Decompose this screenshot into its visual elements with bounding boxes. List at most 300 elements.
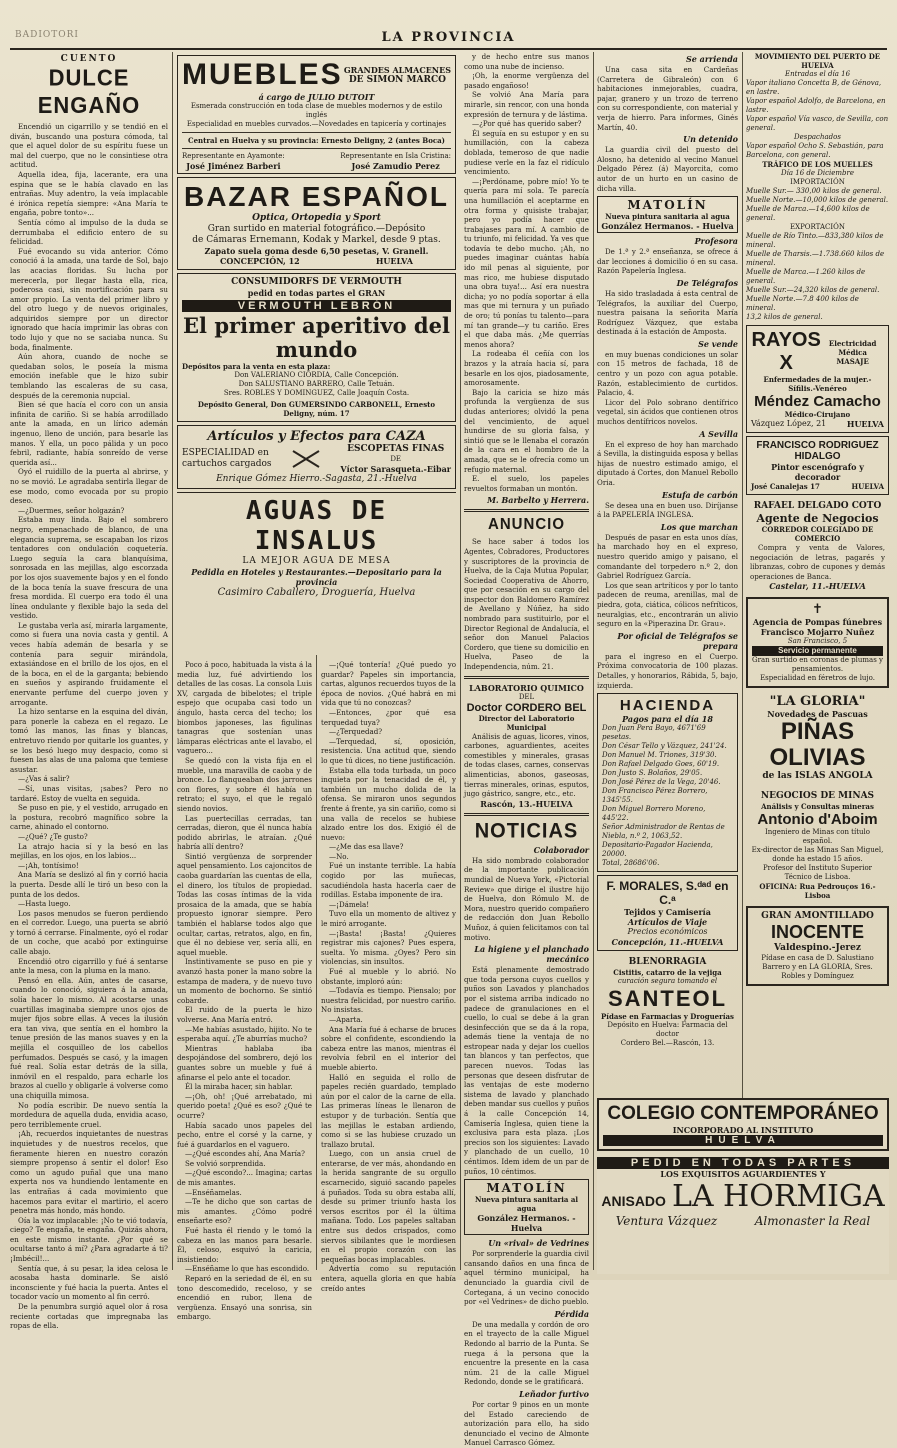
story-body-cont	[464, 52, 589, 493]
ad-vermouth-dep-title: Depósitos para la venta en esta plaza:	[182, 362, 331, 371]
paragraph: Se volvió Ana María para mirarle, sin rencor, con una honda expresión de ternura y de lástima.	[464, 90, 589, 119]
ad-caza-right: ESCOPETAS FINAS	[347, 444, 445, 454]
paragraph: —Te he dicho que son cartas de mis amantes. ¿Cómo podré enseñarte eso?	[177, 1197, 312, 1226]
list-line: Muelle Norte.—7.8 400 kilos de mineral.	[746, 295, 859, 312]
paragraph: Oía la voz implacable: ¡No te vió todavía, ciego? Te engaña, te engaña. Quizás ahora, en este mismo instante. ¿Por qué se ocultarse tanto á mí? ¿Para agradarte á ti? ¡Imbécil!...	[10, 1215, 168, 1264]
ad-coto-line: Agente de Negocios	[756, 512, 879, 525]
ad-hormiga-line: LOS EXQUISITOS AGUARDIENTES Y	[660, 1169, 826, 1179]
item-text: en muy buenas condiciones un solar con 15 metros de fachada, 18 de centro y un pozo con agua potable. Razón, establecimiento de curtidos. Palacio, 4.	[597, 349, 738, 398]
bottom-ads	[597, 1098, 889, 1274]
ad-muebles-owner: DE SIMON MARCO	[348, 74, 446, 85]
paragraph: Sentía que, á su pesar, la idea celosa le acosaba hasta dominarle. Se aisló inconsciente y fué hacia la puerta. Antes el tocador vacío un momento al fin cerró.	[10, 1263, 168, 1302]
ad-rodriguez-name: FRANCISCO RODRIGUEZ HIDALGO	[756, 440, 879, 462]
ad-minas-text: Profesor del Instituto Superior Técnico de Lisboa.	[762, 864, 873, 882]
ad-vermouth-dep: Sres. ROBLES Y DOMINGUEZ, Calle Joaquín Costa.	[223, 389, 410, 397]
paragraph: De la penumbra surgió aquel olor á rosa reciente cortadas que impregnaba las ropas de ella.	[10, 1302, 168, 1331]
paragraph: Reparó en la seriedad de él, en su tono descomedido, receloso, y se encendió en rubor, llena de vergüenza. Ensayó una sonrisa, sin embargo.	[177, 1274, 312, 1322]
item-heading: A Sevilla	[699, 428, 738, 439]
hacienda-sub: Pagos para el día 18	[622, 714, 713, 725]
ad-insalus-title: AGUAS DE INSALUS	[245, 496, 388, 556]
ad-morales-line: Artículos de Viaje	[627, 917, 708, 928]
port-title: MOVIMIENTO DEL PUERTO DE HUELVA	[754, 52, 881, 70]
paragraph: Bien sé que hacía el coro con un ansia infinita de cariño. Si se había arrodillado ante la amada, en un lírico ademán ingenuo, lleno de unción, para besarle las manos. Y ella, un poco pálida y un poco febril, radiante, había sonreído de verse querida así...	[10, 400, 168, 467]
crossed-rifles-icon	[291, 449, 321, 469]
list-line: Muelle Norte.—10,000 kilos de general.	[746, 196, 889, 204]
paragraph: Sentía cómo al impulso de la duda se derrumbaba el edificio entero de su felicidad.	[10, 217, 168, 247]
ad-vermouth-line: CONSUMIDORFS DE VERMOUTH	[231, 277, 402, 287]
paragraph: Aquella idea, fija, lacerante, era una espina que se le había clavado en las entrañas. Muy adentro, la veía implacable é irónica repetía siempre: «Ana María te engaña, pobre tonto»...	[10, 169, 168, 218]
paragraph: Se volvió sorprendida.	[185, 1158, 266, 1168]
page-header	[0, 30, 897, 46]
ad-vermouth-general: Depósito General, Don GUMERSINDO CARBONELL, Ernesto Deligny, núm. 17	[197, 400, 436, 418]
list-line: Muelle de Río Tinto.—833,380 kilos de mineral.	[746, 232, 884, 249]
list-line: Muelle de Marca.—14,600 kilos de general.	[746, 205, 870, 222]
ad-rayos-address: Vázquez López, 21	[751, 419, 827, 428]
item-heading: Pérdida	[554, 1308, 589, 1319]
item-heading: Estufa de carbón	[661, 489, 738, 500]
ad-muebles-store: GRANDES ALMACENES	[343, 64, 451, 75]
ad-rodriguez	[746, 436, 889, 495]
paragraph: El ruido de la puerta le hizo volverse. Ana María entró.	[177, 1005, 312, 1024]
item-heading: Leñador furtivo	[519, 1388, 589, 1399]
ad-santeol-line: curación segura tomando el	[617, 977, 718, 986]
item-text: Una casa sita en Cardeñas (Carretera de Gibraleón) con 6 habitaciones inmejorables, cuadra, pajar, granero y un trozo de terreno con su correspondiente, con material y verja de hierro. Para informes, Ginés Martín, 40.	[597, 65, 738, 132]
paragraph: Fué hasta él riendo y le tomó la cabeza en las manos para besarle. Él, celoso, esquivó la caricia, insistiendo:	[177, 1226, 312, 1264]
paragraph: Encendió un cigarrillo y se tendió en el diván, buscando una postura cómoda, tal que el aquel dolor de su espíritu fuese un mal del cuerpo, que no le consintiese otra actitud.	[10, 122, 168, 170]
paragraph: —Hasta luego.	[18, 899, 71, 909]
column-notices	[597, 52, 738, 1272]
ad-vermouth-brand: VERMOUTH LEBRÓN	[182, 300, 451, 312]
paragraph: Instintivamente se puso en pie y avanzó hasta poner la mano sobre la estampa de madera, y de nuevo tuvo un momento de bochorno. Se sintió cobarde.	[177, 957, 312, 1005]
item-heading: Un detenido	[683, 134, 738, 145]
paragraph: Estaba muy linda. Bajo el sombrero negro, empenachado de blanco, de una elegancia suprema, se escapaban los rizos tentadores con ondulación coquetería. Luego seguía la cara blanquísima, sonrosada en las mejillas, algo escorzada por los ojos suavemente bajos y en el fondo de la boca tenía la suave frescura de una fresa mordida. El cuerpo era todo él una línea ondulante y flexible bajo la seda del vestido.	[10, 515, 168, 621]
paragraph: Sintió vergüenza de sorprender aquel pensamiento. Los cajoncitos de caoba guardarían las cuentas de ella, el dinero, los títulos de propiedad. Todas las cosas íntimas de la vida prosaica de la amada, que se había propuesto ignorar siempre. Pero también el hablarse todos algo que ocultar, cartas, retratos, algo, en fin, que él no debiese ver, sería allí, en aquel mueble.	[177, 851, 312, 957]
paragraph: Le gustaba verla así, mirarla largamente, como si fuera una novia casta y gentil. A veces había ademán de besarla y se contenía para seguir mirándola, extasiándose en el brillo de los ojos, en el de la boca, en el de la garganta; bebiendo en sueños y aspirando fruidamente el enervante perfume del cuerpo joven y arrogante.	[10, 620, 168, 707]
anuncio-title: ANUNCIO	[488, 515, 565, 534]
paragraph: Halló en seguida el rollo de papeles recién guardado, templado aún por el calor de la carne de ella. Las primeras líneas le llenaron de estupor y de turbación. Sentía que las mejillas le estaban ardiendo, como si se las hubiese cruzado un trallazo brutal.	[321, 1072, 456, 1149]
paragraph: Ana María fué á echarse de bruces sobre el confidente, escondiendo la cabeza entre las manos, mientras él revolvía febril en el interior del mueble abierto.	[321, 1024, 456, 1072]
list-line: Depositario-Pagador Hacienda, 20000.	[602, 841, 713, 859]
rep-name: José Zamudio Perez	[351, 161, 440, 171]
ad-caza-title: Artículos y Efectos para CAZA	[207, 429, 426, 444]
ad-caza-bottom: Enrique Gómez Hierro.-Sagasta, 21.-Huelva	[216, 474, 417, 484]
list-line: 13,2 kilos de general.	[746, 313, 823, 321]
column-rule	[316, 655, 317, 1270]
ad-rodriguez-line: Pintor escenógrafo y decorador	[771, 462, 864, 482]
notice-items	[597, 236, 738, 690]
ad-bazar-city: HUELVA	[375, 256, 413, 266]
paragraph: —¿Por qué has querido saber?	[472, 119, 582, 129]
news-items	[464, 1238, 589, 1448]
item-text: Se desea una en buen uso. Diríjanse á la PAPELERÍA INGLESA.	[597, 500, 738, 520]
ad-matolin-line: González Hermanos. - Huelva	[477, 1213, 576, 1234]
item-text: De 1.ª y 2.ª enseñanza, se ofrece á dar lecciones á domicilio ó en su casa. Razón Papelería Inglesa.	[597, 247, 738, 276]
ad-funebres	[746, 597, 889, 688]
column-rule	[172, 52, 173, 1270]
list-line: Don Juan Pera Bayo, 4671'69 pesetas.	[602, 724, 706, 742]
paragraph: —Todavía es tiempo. Piensalo; por nuestra felicidad, por nuestro cariño. No insistas.	[321, 986, 456, 1015]
ad-morales-name: F. MORALES, S.ᵈᵃᵈ en C.ᵃ	[606, 879, 729, 908]
paragraph: Fué evocando su vida anterior. Cómo conoció á la amada, una tarde de Sol, bajo las acacias floridas. Su lucha por merecerla, por llegar hasta ella, rica, poderosa casi, sin mortificación para su amor propio. La venta del primer libro y del otro luego y de nuevos originales, adquiridos siempre por un director ignorado que hacía imprimir las obras con todo lujo y que no se saciaba nunca. Su boda, finalmente.	[10, 246, 168, 352]
item-heading: La higiene y el planchado mecánico	[474, 944, 589, 965]
paragraph: —¡Dámela!	[329, 899, 370, 909]
item-text: Por sorprenderle la guardia civil cansando daños en una finca de aquel término municipal, ha denunciado la guardia civil de Cortegana, á un vecino conocido por «el Vedrines» de dicho pueblo.	[464, 1249, 589, 1307]
ad-vermouth-dep: Don SALUSTIANO BARRERO, Calle Tetuán.	[238, 380, 395, 388]
ad-inocente-place: Valdespino.-Jerez	[773, 943, 862, 954]
paragraph: La atrajo hacia sí y la besó en las mejillas, en los ojos, en los labios...	[10, 841, 168, 861]
rep-name: José Jiménez Barberi	[186, 161, 281, 171]
paragraph: Pensó en ella. Aún, antes de casarse, cuando lo conoció, siguiera á la amada, solía hacer lo mismo. Al acostarse unas cuartillas imaginaba siempre unos ojos de mujer fijos sobre ellas. A veces la ilusión era tan viva, que sentía en el hombro la tenue presión de las manos suaves y en la mejilla el cosquilleo de los cabellos perfumados. Después se casó, y la imagen fué real. Solía estar detrás de la silla, inmóvil en el respaldo, para echarle los brazos al cuello y obligarle á volverse como una chiquilla mimosa.	[10, 975, 168, 1100]
item-heading: Un «rival» de Vedrines	[488, 1238, 589, 1249]
paragraph: —Me habías asustado, hijito. No te esperaba aquí. ¿Te aburrías mucho?	[177, 1024, 312, 1044]
paragraph: Las puertecillas cerradas, tan cerradas, dieron, que él nunca había podido abrirlas, le atraían. ¿Qué habría allí dentro?	[177, 813, 312, 852]
paragraph: —¿Qué? ¿Te gusto?	[18, 831, 88, 841]
paragraph: Advertía como su reputación entera, aquella gloria en que había creído antes	[321, 1264, 456, 1293]
ad-hormiga-place: Almonaster la Real	[754, 1214, 871, 1228]
column-port-ads	[746, 52, 889, 981]
ad-bazar-line: Optica, Ortopedia y Sport	[252, 213, 381, 223]
paragraph: Él la miraba hacer, sin hablar.	[185, 1082, 293, 1092]
ad-colegio-title: COLEGIO CONTEMPORÁNEO	[607, 1103, 879, 1124]
ad-gloria	[746, 691, 889, 785]
paragraph: —¿Terquedad?	[329, 727, 383, 737]
ad-vermouth-slogan: El primer aperitivo del mundo	[183, 313, 450, 362]
ad-bazar-line: Zapato suela goma desde 6,50 pesetas, V. Granell.	[204, 246, 429, 256]
ad-hormiga-maker: Ventura Vázquez	[615, 1214, 718, 1228]
ad-inocente	[746, 906, 889, 986]
paragraph: —¡Basta! ¡Basta! ¿Quieres registrar mis cajones? Pues espera, suelta. Yo misma. ¿Oyes? Pero sin violencias, sin insultos.	[321, 928, 456, 967]
ad-funebres-line: Especialidad en féretros de lujo.	[760, 674, 875, 683]
ad-rayos-role: Médico-Cirujano	[784, 410, 851, 419]
item-text: Licor del Polo sobrano dentífrico vegetal, sin ácidos que contienen otros muchos dentífricos novelos.	[597, 397, 738, 427]
ad-muebles-desc: Esmerada construcción en toda clase de muebles modernos y de estilo inglés	[190, 102, 443, 119]
paragraph: y de hecho entre sus manos como una nube de incienso.	[464, 52, 589, 71]
item-heading: Profesora	[694, 236, 738, 247]
item-heading: Por oficial de Telégrafos se prepara	[617, 630, 738, 651]
ad-morales-line: Tejidos y Camisería	[624, 907, 711, 918]
column-news	[464, 52, 589, 1448]
traffic-sub: Día 16 de Diciembre	[781, 169, 854, 177]
column-story	[10, 52, 168, 1331]
ad-rayos	[746, 325, 889, 433]
ad-inocente-big: INOCENTE	[770, 922, 864, 943]
ad-bazar-title: BAZAR ESPAÑOL	[183, 181, 450, 212]
hacienda-title: HACIENDA	[619, 697, 716, 715]
ad-coto-address: Castelar, 11.-HUELVA	[769, 581, 866, 592]
ad-minas-name: Antonio d'Aboim	[757, 811, 878, 829]
paragraph: —¿Vas á salir?	[18, 774, 70, 784]
paragraph: Tuvo ella un momento de altivez y le miró arrogante.	[321, 909, 456, 929]
port-sub: Entradas el día 16	[784, 70, 851, 78]
paragraph: —¡Oh, oh! ¡Qué arrebatado, mi querido poeta! ¿Qué es eso? ¿Qué te ocurre?	[177, 1091, 312, 1120]
paragraph: Él seguía en su estupor y en su humillación, con la cabeza doblada, temeroso de que nadie pudiese verle en la faz el ridículo vencimiento.	[464, 128, 589, 177]
ad-insalus	[177, 492, 456, 601]
paragraph: —Enséñamelas.	[185, 1187, 242, 1197]
ad-rodriguez-city: HUELVA	[851, 482, 884, 491]
port-lines	[746, 79, 889, 133]
paragraph: Se quedó con la vista fija en el mueble, una maravilla de caoba y de bronce. Lo flanqueaban dos jarrones con flores, y sobre él había un retrato; el suyo, el que le regaló siendo novios.	[177, 755, 312, 813]
story-signature: M. Barbelto y Herrera.	[487, 495, 589, 506]
ad-funebres-bar: Servicio permanente	[752, 646, 883, 656]
rep-label: Representante en Isla Cristina:	[340, 152, 451, 160]
ad-matolin-line: González Hermanos. - Huelva	[601, 221, 734, 232]
paragraph: —Aparta.	[329, 1014, 363, 1024]
paragraph: —¿Duermes, señor holgazán?	[18, 505, 125, 515]
paragraph: —Entonces, ¿por qué esa terquedad tuya?	[321, 707, 456, 727]
item-text: Después de pasar en esta unos días, ha marchado hoy en el expreso, nuestro querido amigo y paisano, el comandante del torpedero n.º 2, don Gabriel Rodríguez García.	[597, 532, 738, 581]
item-text: La guardia civil del puesto del Alosno, ha detenido al vecino Manuel Delgado Pérez (á) Mayorcita, como autor de un hurto en un casino de dicha villa.	[597, 145, 738, 193]
paragraph: —No.	[329, 851, 349, 861]
column-story-cont-a	[177, 660, 312, 1322]
notice-items	[597, 54, 738, 193]
ad-bazar-line: Gran surtido en material fotográfico.—Depósito	[207, 224, 426, 234]
paragraph: —¿Qué escondo?... Imagina; cartas de mis amantes.	[177, 1168, 312, 1188]
paragraph: —¡Ah, tontísimo!	[18, 860, 79, 870]
paragraph: —Enséñame lo que has escondido.	[185, 1264, 310, 1274]
anuncio-text: Se hace saber á todos los Agentes, Cobradores, Productores y suscriptores de la provincia de Huelva, de la Caja Mutua Popular, Sociedad Cooperativa de Ahorro, que por cesación en su cargo del inspector don Baldomero Ramírez de Avellano y Núñez, ha sido nombrado para sustituirlo, por el Director Regional de Andalucía, el señor don Manuel Palacios Cordero, que tiene su domicilio en Huelva, Paseo de la Independencia, núm. 21.	[464, 537, 589, 672]
ad-santeol-line: Depósito en Huelva: Farmacia del doctor	[607, 1021, 728, 1039]
ad-coto-line: CORREDOR COLEGIADO DE COMERCIO	[761, 525, 874, 543]
ad-insalus-line: Pedidla en Hoteles y Restaurantes.—Depositario para la provincia	[191, 567, 442, 587]
ad-caza-left: ESPECIALIDAD en	[182, 448, 269, 458]
lab-text: Análisis de aguas, licores, vinos, carbones, aguardientes, aceites comestibles y minerales, grasas de todas clases, carnes, conservas alimenticias, abonos, gaseosas, tierras minerales, orinas, esputos, jugo gástrico, sangre, etc., etc.	[464, 731, 589, 799]
paragraph: —¿Qué escondes ahí, Ana María?	[185, 1149, 305, 1159]
item-heading: De Telégrafos	[676, 277, 738, 288]
ad-hormiga-line: PEDID EN TODAS PARTES	[597, 1157, 889, 1169]
ad-gloria-big: PIÑAS OLIVIAS	[769, 718, 866, 772]
ad-minas-address: OFICINA: Rua Pedrouços 16.-Lisboa	[759, 882, 876, 901]
list-line: Muelle Sur.—24,320 kilos de general.	[746, 286, 880, 294]
running-ghost-text: BADIOTORI	[15, 30, 79, 40]
paragraph: —¡Qué tontería! ¿Qué puedo yo guardar? Papeles sin importancia, cartas, algunos recuerdos tuyos de la época de novios. ¿Qué habrá en mi vida que tú no conozcas?	[321, 660, 456, 708]
ad-gloria-title: "LA GLORIA"	[769, 694, 866, 710]
ad-hormiga	[597, 1157, 889, 1228]
ad-coto-text: Compra y venta de Valores, negociación de letras, pagarés y libranzas, cobro de cupones y demás operaciones de Banca.	[750, 543, 885, 581]
ad-hormiga-brand-small: ANISADO	[601, 1193, 666, 1209]
ad-matolin	[597, 196, 738, 233]
ad-rayos-line: Enfermedades de la mujer.-Sífilis.-Venéreo	[763, 375, 872, 393]
ad-rodriguez-address: José Canalejas 17	[751, 482, 820, 491]
ad-santeol-line: Pídase en Farmacias y Droguerías	[601, 1012, 734, 1022]
item-text: Está plenamente demostrado que toda persona cuyos cuellos y puños son Lavados y planchados por el sistema arriba indicado no padece de granulaciones en el cuello, lo cual se debe á la gran desinfección que se da á la ropa, además tiene la ventaja de no estropear nada y dejar los cuellos tan blancos y tan perfectos, que parecen nuevos. Todas las personas que deseen disfrutar de las ventajas de este moderno sistema de lavado y planchado deben mandar sus cuellos y puños á la calle Concepción 14, Camisería Inglesa, quien tiene la exclusiva para esta plaza. ¡Los precios son los siguientes: Lavado y planchado de un cuello, 10 céntimos. Idem idem de un par de puños, 10 céntimos.	[464, 965, 589, 1176]
traffic-lines	[746, 187, 889, 223]
ad-caza	[177, 425, 456, 489]
ad-inocente-line: GRAN AMONTILLADO	[761, 911, 874, 922]
ad-matolin	[464, 1179, 589, 1235]
ad-colegio-city: HUELVA	[603, 1135, 883, 1146]
ad-colegio-line: INCORPORADO AL INSTITUTO	[672, 1125, 814, 1135]
ad-matolin-title: MATOLÍN	[627, 198, 708, 213]
ad-matolin-title: MATOLÍN	[486, 1181, 567, 1196]
traffic-title: TRÁFICO DE LOS MUELLES	[762, 160, 873, 169]
list-line: Muelle Sur.— 330,00 kilos de general.	[746, 187, 882, 195]
port-lines	[746, 142, 889, 160]
story-body	[10, 122, 168, 1331]
section-label: CUENTO	[60, 54, 118, 64]
ad-caza-right: DE	[390, 455, 402, 463]
paragraph: Luego, con un ansia cruel de enterarse, de ver más, ahondando en la herida sangrante de su orgullo escarnecido, siguió sacando papeles á puñados. Toda su obra estaba allí, desde su primer triunfo hasta los versos escritos por él la última mañana. Todo. Los papeles saltaban entre sus dedos crispados, como siervos sibilantes que le mordiesen en el propio corazón con las pequeñas bocas implacables.	[321, 1149, 456, 1264]
paragraph: Fué un instante terrible. La había cogido por las muñecas, sacudiéndola hasta hacerla caer de rodillas. Estaba imponente de ira.	[321, 861, 456, 900]
ad-funebres-address: San Francisco, 5	[787, 637, 848, 646]
list-line: Don Manuel M. Triones, 319'30.	[602, 751, 717, 760]
ad-bazar-address: CONCEPCIÓN, 12	[220, 256, 300, 266]
list-line: Don Justo S. Bolaños, 29'05.	[602, 769, 703, 778]
paragraph: —Sí, unas visitas, ¡sabes? Pero no tardaré. Estoy de vuelta en seguida.	[10, 783, 168, 803]
item-heading: Los que marchan	[660, 521, 738, 532]
ad-rayos-right: Electricidad Médica	[828, 338, 877, 357]
lab-title: LABORATORIO QUIMICO	[469, 682, 584, 693]
newspaper-title: LA PROVINCIA	[381, 30, 516, 45]
ad-gloria-sub: Novedades de Pascuas	[767, 709, 868, 720]
ad-muebles-desc: Especialidad en muebles curvados.—Novedades en tapicería y cortinajes	[186, 120, 447, 128]
ad-caza-left: cartuchos cargados	[182, 459, 272, 469]
column-ads-wide	[177, 52, 456, 652]
ad-matolin-line: Nueva pintura sanitaria al agua	[474, 1195, 579, 1214]
ad-funebres-title: Agencia de Pompas fúnebres	[752, 617, 883, 628]
ad-santeol-line: Cistitis, catarro de la vejiga	[613, 968, 722, 978]
ad-bazar-line: de Cámaras Ernemann, Kodak y Markel, desde 9 ptas.	[192, 235, 441, 245]
column-rule	[593, 52, 594, 1270]
paragraph: Oyó el ruidillo de la puerta al abrirse, y no se movió. Le agradaba sentirla llegar de ese modo, como evocada por su propio deseo.	[10, 467, 168, 506]
column-rule	[742, 52, 743, 1270]
noticias-title: NOTICIAS	[474, 819, 579, 843]
story-body-cont	[321, 660, 456, 1293]
list-line: Vapor español Vía vasco, de Sevilla, con general.	[746, 115, 889, 132]
ad-bazar	[177, 177, 456, 270]
lab-del: DEL	[518, 692, 535, 701]
paragraph: Ana María se deslizó al fin y corrió hacia la puerta. Desde allí le tiró un beso con la punta de los dedos.	[10, 870, 168, 899]
paragraph: Fué al mueble y lo abrió. No obstante, imploró aún:	[321, 967, 456, 986]
ad-minas-sub: Análisis y Consultas mineras	[761, 802, 874, 812]
lab-address: Rascón, 13.-HUELVA	[480, 798, 573, 809]
item-text: Ha sido trasladada á esta central de Telégrafos, la auxiliar del Cuerpo, nuestra paisana la señorita María Rodríguez Vázquez, que estaba destinada á la estación de Amposta.	[597, 288, 738, 337]
header-rule	[10, 48, 887, 50]
item-text: Por cortar 9 pinos en un monte del Estado careciendo de autorización para ello, ha sido denunciado el vecino de Almonte Manuel Carrasco Gómez.	[464, 1399, 589, 1448]
ad-rayos-right: MASAJE	[836, 356, 869, 366]
list-line: Vapor español Ocho S. Sebastián, para Barcelona, con general.	[746, 142, 884, 159]
paragraph: E. el suelo, los papeles revueltos formaban un montón.	[464, 474, 589, 493]
ad-funebres-name: Francisco Mojarro Nuñez	[760, 627, 875, 638]
ad-vermouth	[177, 273, 456, 422]
ad-inocente-text: Pídase en casa de D. Salustiano Barrero y en LA GLORIA, Sres. Robles y Domínguez	[761, 954, 874, 981]
ad-rayos-name: Méndez Camacho	[754, 393, 881, 410]
ad-rayos-city: HUELVA	[846, 419, 884, 429]
item-text: Los que sean artríticos y por lo tanto padecen de reuma, arenillas, mal de piedra, gota, ciática, cólicos nefríticos, neuralgias, etc., encontrarán un alivio seguro en la «Piperazina Dr. Grau».	[597, 580, 739, 629]
ad-rayos-title: RAYOS X	[751, 329, 821, 374]
paragraph: —¡Perdóname, pobre mío! Yo te quería para mí sola. Te parecía una humillación el aceptarme en otra forma y quisiste trabajar, pero yo podía hacer que trabajases para mí. A cambio de tu triunfo, mi felicidad. Ya ves que todavía te debo mucho. ¡Ah, no puedes imaginar cuántas había ido mil penas al siguiente, por mas rico, me hubiese disputado una obra tuya!... Así era nuestra dicha; yo no podía soportar á ella mas que mi ternura y un puñado de oro; tú ponías tu talento—para mí tan grande—y tu cariño. Eres el que daba más. ¿Me querrías menos ahora?	[464, 176, 589, 349]
ad-muebles-title: MUEBLES	[182, 58, 343, 91]
ad-vermouth-dep: Don VALERIANO CIORDIA, Calle Concepción.	[234, 371, 399, 379]
hacienda-lines	[602, 724, 733, 868]
paragraph: —Terquedad, sí, oposición, resistencia. Una actitud que, siendo lo que tú dices, no tiene justificación.	[321, 736, 456, 765]
paragraph: La hizo sentarse en la esquina del diván, para ponerle la cabeza en el regazo. Le tomó las manos, las finas y blancas, entretuvo riendo por quitarle los guantes, y se los besó luego muy despacio, como si fuesen las alas de una paloma que temiese asustar.	[10, 707, 168, 774]
ad-muebles-central: Central en Huelva y su provincia: Ernesto Deligny, 2 (antes Boca)	[188, 136, 445, 145]
list-line: Don Francisco Pérez Borrero, 1345'55.	[602, 787, 708, 805]
ad-hacienda	[597, 693, 738, 872]
story-body-cont	[177, 660, 312, 1322]
ad-colegio	[597, 1098, 889, 1151]
ad-santeol	[597, 954, 738, 1051]
list-line: Don José Pérez de la Vega, 20'46.	[602, 778, 721, 787]
list-line: Muelle de Marca.—1.260 kilos de general.	[746, 268, 866, 285]
paragraph: Se puso en pie, y el vestido, arrugado en la postura, recobró magnífico sobre la carne, ahinado el contorno.	[10, 803, 168, 832]
ad-minas-text: Ingeniero de Minas con título español.	[764, 828, 871, 846]
item-text: De una medalla y cordón de oro en el trayecto de la calle Miguel Redondo al barrio de la Punta. Se ruega á la persona que la encuentre la presente en la casa núm. 21 de la calle Miguel Redondo, donde se le gratificará.	[464, 1319, 589, 1387]
paragraph: Los pasos menudos se fueron perdiendo en el corredor. Luego, una puerta se abrió y tornó á cerrarse. Finalmente, oyó el rodar de un coche, que acabó por extinguirse calle abajo.	[10, 908, 168, 957]
ad-hormiga-brand: LA HORMIGA	[671, 1179, 885, 1214]
story-title: DULCE ENGAÑO	[37, 64, 141, 119]
rep-label: Representante en Ayamonte:	[182, 152, 285, 160]
ad-morales	[597, 875, 738, 951]
list-line: Don Miguel Borrero Moreno, 445'22.	[602, 805, 706, 823]
paragraph: Poco á poco, habituada la vista á la media luz, fué advirtiendo los detalles de las cosas. La consola Luis XV, cargada de bibelotes; el triple espejo que ocupaba casi todo un ángulo, hasta cerca del techo; los biombos japoneses, las figulinas tanagras que sostenían unas lámparas eléctricas ante el lavabo, el vaguero...	[177, 660, 312, 756]
column-rule	[460, 330, 461, 1270]
ad-matolin-line: Nueva pintura sanitaria al agua	[605, 212, 730, 222]
list-line: Vapor italiano Concetta B, de Génova, en lastre.	[746, 79, 882, 96]
paragraph: Encendió otro cigarrillo y fué á sentarse ante la mesa, con la pluma en la mano.	[10, 956, 168, 976]
paragraph: —¿Me das esa llave?	[329, 842, 404, 852]
traffic-head: IMPORTACIÓN	[790, 178, 845, 186]
traffic-head: EXPORTACIÓN	[789, 223, 845, 231]
ad-vermouth-line: pedid en todas partes el GRAN	[247, 288, 386, 298]
item-text: para el ingreso en el Cuerpo. Próxima convocatoria de 100 plazas. Detalles, y honorarios, Rábida, 5, bajo, izquierda.	[597, 651, 738, 690]
paragraph: ¡Ah, recuerdos inquietantes de nuestras inquietudes y de nuestros recelos, que fieramente hieren en nuestro corazón siempre propenso á sentir el dolor! Eso como un agudo puñal que una mano experta nos va hundiendo lentamente en las entrañas á cada movimiento que hacemos para evitar el martirio, el acero penetra más hondo, más hondo.	[10, 1129, 168, 1216]
list-line: Total, 28686'06.	[602, 859, 660, 868]
list-line: Don Rafael Delgado Goes, 60'19.	[602, 760, 720, 769]
ad-coto	[746, 498, 889, 594]
ad-minas-title: NEGOCIOS DE MINAS	[760, 791, 875, 802]
ad-santeol-title: BLENORRAGIA	[628, 957, 707, 968]
paragraph: Había sacado unos papeles del pecho, entre el corsé y la carne, y fué á guardarlos en el vaguero.	[177, 1120, 312, 1149]
ad-funebres-line: Gran surtido en coronas de plumas y pensamientos.	[752, 656, 883, 674]
ad-morales-line: Precios económicos	[627, 927, 708, 937]
port-sub: Despachados	[794, 133, 841, 141]
ad-morales-address: Concepción, 11.-HUELVA	[611, 937, 724, 948]
paragraph: Aún ahora, cuando de noche se quedaban solos, le poseía la misma emoción inefable que le hizo subir temblando las escaleras de su casa, después de la ceremonia nupcial.	[10, 352, 168, 400]
paragraph: No podía escribir. De nuevo sentía la mordedura de aquella duda, envidia acaso, pero terriblemente cruel.	[10, 1100, 168, 1129]
list-line: Muelle de Tharsis.—1.738.660 kilos de mineral.	[746, 250, 885, 267]
paragraph: ¡Oh, la enorme vergüenza del pasado engañoso!	[464, 71, 589, 90]
ad-insalus-line: Casimiro Caballero, Droguería, Huelva	[217, 587, 416, 598]
ad-muebles	[177, 55, 456, 174]
ad-minas	[746, 788, 889, 903]
news-items	[464, 845, 589, 1176]
ad-santeol-line: Cordero Bel.—Rascón, 13.	[620, 1039, 715, 1048]
ad-minas-text: Ex-director de las Minas San Miguel, donde ha estado 15 años.	[751, 846, 884, 864]
item-heading: Colaborador	[533, 844, 589, 855]
list-line: Señor Administrador de Rentas de Niebla, n.º 2, 1063,52.	[602, 823, 725, 841]
paragraph: La rodeaba él ceñía con los brazos y la atraía hacia sí, para besarle en los ojos, piadosamente, amorosamente.	[464, 349, 589, 388]
ad-gloria-line: de las ISLAS ANGOLA	[762, 771, 873, 782]
item-heading: Se vende	[698, 338, 738, 349]
column-story-cont-b	[321, 660, 456, 1293]
ad-insalus-line: LA MEJOR AGUA DE MESA	[242, 556, 391, 566]
list-line: Vapor español Adolfo, de Barcelona, en lastre.	[746, 97, 886, 114]
paragraph: Estaba ella toda turbada, un poco inquieta por la tenacidad de él, y también un mucho dolida de la ofensa. Se miraron unos segundos frente á frente, ya sin cariño, como si una valla de recelos se hubiese alzado entre los dos. Exigió él de nuevo:	[321, 765, 456, 842]
lab-director: Director del Laboratorio Municipal	[478, 713, 575, 732]
ad-muebles-manager: á cargo de JULIO DUTOIT	[258, 92, 375, 102]
ad-coto-name: RAFAEL DELGADO COTO	[753, 501, 882, 511]
paragraph: Mientras hablaba iba despojándose del sombrero, dejó los guantes sobre un mueble y fué á afinarse el pelo ante el tocador.	[177, 1043, 312, 1082]
lab-doctor: Doctor CORDERO BEL	[466, 701, 587, 714]
traffic-lines	[746, 232, 889, 322]
ad-santeol-brand: SANTEOL	[607, 986, 728, 1012]
paragraph: Bajo la caricia se hizo más profunda la vergüenza de sus dudas anteriores; olvidó la pena del vencimiento, de aquel hundirse de su gloria falsa, y sintió que se le llenaba el corazón de la cara en el hombro de la amada, que se le ofrecía como un refugio maternal.	[464, 387, 589, 474]
item-heading: Se arrienda	[686, 54, 738, 64]
ad-caza-right: Víctor Sarasqueta.-Eibar	[340, 464, 451, 474]
item-text: Ha sido nombrado colaborador de la importante publicación mundial de Nueva York, «Pictorial Review» que dirige el ilustre hijo de Huelva, don Rómulo M. de Mora, nuestro querido compañero de redacción don Juan Rebollo Muñoz, á quien felicitamos con tal motivo.	[464, 855, 589, 942]
list-line: Don César Tello y Vázquez, 241'24.	[602, 742, 727, 751]
